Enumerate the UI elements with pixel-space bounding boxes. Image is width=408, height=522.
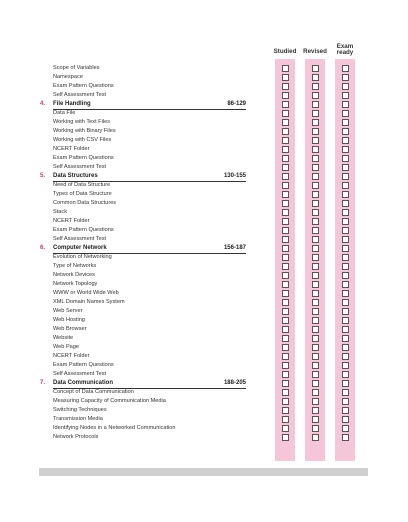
studied-checkbox[interactable]: [282, 218, 289, 225]
studied-checkbox[interactable]: [282, 245, 289, 252]
studied-checkbox[interactable]: [282, 425, 289, 432]
topic-label: Measuring Capacity of Communication Media: [53, 398, 166, 404]
studied-checkbox[interactable]: [282, 236, 289, 243]
studied-checkbox[interactable]: [282, 398, 289, 405]
revised-checkbox[interactable]: [312, 128, 319, 135]
exam-ready-checkbox[interactable]: [342, 317, 349, 324]
topic-label: Exam Pattern Questions: [53, 155, 114, 161]
studied-checkbox[interactable]: [282, 173, 289, 180]
topic-label: Web Hosting: [53, 317, 85, 323]
exam-ready-checkbox[interactable]: [342, 83, 349, 90]
studied-checkbox[interactable]: [282, 353, 289, 360]
revised-checkbox[interactable]: [312, 308, 319, 315]
revised-checkbox[interactable]: [312, 290, 319, 297]
topic-label: Working with CSV Files: [53, 137, 112, 143]
topic-label: NCERT Folder: [53, 353, 90, 359]
studied-checkbox[interactable]: [282, 119, 289, 126]
topic-label: Working with Binary Files: [53, 128, 116, 134]
exam-ready-checkbox[interactable]: [342, 407, 349, 414]
revised-checkbox[interactable]: [312, 173, 319, 180]
topic-label: Self Assessment Test: [53, 371, 107, 377]
studied-checkbox[interactable]: [282, 380, 289, 387]
exam-ready-checkbox[interactable]: [342, 389, 349, 396]
footer-bar: [39, 468, 368, 476]
exam-ready-checkbox[interactable]: [342, 272, 349, 279]
exam-ready-checkbox[interactable]: [342, 164, 349, 171]
chapter-title: File Handling: [53, 101, 91, 107]
chapter-heading: [40, 244, 246, 253]
exam-ready-checkbox[interactable]: [342, 245, 349, 252]
chapter-heading: [40, 379, 246, 388]
studied-checkbox[interactable]: [282, 209, 289, 216]
exam-ready-checkbox[interactable]: [342, 146, 349, 153]
revised-checkbox[interactable]: [312, 164, 319, 171]
chapter-title: Data Communication: [53, 380, 114, 386]
chapter-rule: [53, 109, 246, 110]
exam-ready-checkbox[interactable]: [342, 65, 349, 72]
exam-ready-checkbox[interactable]: [342, 227, 349, 234]
topic-label: Data File: [53, 110, 76, 116]
topic-label: NCERT Folder: [53, 218, 90, 224]
exam-ready-checkbox[interactable]: [342, 209, 349, 216]
topic-label: Web Browser: [53, 326, 87, 332]
studied-checkbox[interactable]: [282, 335, 289, 342]
revised-checkbox[interactable]: [312, 218, 319, 225]
exam-ready-checkbox[interactable]: [342, 254, 349, 261]
studied-checkbox[interactable]: [282, 191, 289, 198]
revised-checkbox[interactable]: [312, 326, 319, 333]
chapter-number: 5.: [40, 173, 46, 179]
exam-ready-checkbox[interactable]: [342, 155, 349, 162]
chapter-number: 6.: [40, 245, 46, 251]
studied-checkbox[interactable]: [282, 155, 289, 162]
exam-ready-checkbox[interactable]: [342, 299, 349, 306]
studied-checkbox[interactable]: [282, 290, 289, 297]
topic-label: Exam Pattern Questions: [53, 227, 114, 233]
revised-checkbox[interactable]: [312, 416, 319, 423]
exam-ready-checkbox[interactable]: [342, 398, 349, 405]
studied-checkbox[interactable]: [282, 83, 289, 90]
exam-ready-checkbox[interactable]: [342, 380, 349, 387]
exam-ready-checkbox[interactable]: [342, 308, 349, 315]
topic-label: Switching Techniques: [53, 407, 107, 413]
revised-checkbox[interactable]: [312, 263, 319, 270]
topic-label: Exam Pattern Questions: [53, 362, 114, 368]
studied-checkbox[interactable]: [282, 74, 289, 81]
chapter-title: Data Structures: [53, 173, 98, 179]
studied-checkbox[interactable]: [282, 389, 289, 396]
exam-ready-checkbox[interactable]: [342, 353, 349, 360]
chapter-pages: 130-155: [223, 173, 246, 179]
revised-checkbox[interactable]: [312, 371, 319, 378]
revised-checkbox[interactable]: [312, 254, 319, 261]
exam-ready-checkbox[interactable]: [342, 218, 349, 225]
topic-label: NCERT Folder: [53, 146, 90, 152]
revised-checkbox[interactable]: [312, 245, 319, 252]
topic-label: Network Devices: [53, 272, 95, 278]
revised-checkbox[interactable]: [312, 407, 319, 414]
chapter-title: Computer Network: [53, 245, 107, 251]
topic-label: Identifying Nodes in a Networked Communication: [53, 425, 176, 431]
chapter-number: 7.: [40, 380, 46, 386]
topic-label: Network Topology: [53, 281, 98, 287]
revised-checkbox[interactable]: [312, 209, 319, 216]
revised-checkbox[interactable]: [312, 146, 319, 153]
revised-checkbox[interactable]: [312, 344, 319, 351]
topic-label: Stack: [53, 209, 67, 215]
topic-label: Website: [53, 335, 74, 341]
studied-checkbox[interactable]: [282, 137, 289, 144]
studied-checkbox[interactable]: [282, 272, 289, 279]
studied-checkbox[interactable]: [282, 326, 289, 333]
topic-label: Common Data Structures: [53, 200, 117, 206]
studied-checkbox[interactable]: [282, 92, 289, 99]
topic-label: Namespace: [53, 74, 83, 80]
studied-checkbox[interactable]: [282, 254, 289, 261]
studied-checkbox[interactable]: [282, 200, 289, 207]
exam-ready-checkbox[interactable]: [342, 344, 349, 351]
exam-ready-checkbox[interactable]: [342, 173, 349, 180]
exam-ready-checkbox[interactable]: [342, 263, 349, 270]
exam-ready-checkbox[interactable]: [342, 110, 349, 117]
topic-label: Evolution of Networking: [53, 254, 112, 260]
studied-checkbox[interactable]: [282, 182, 289, 189]
studied-checkbox[interactable]: [282, 317, 289, 324]
revised-checkbox[interactable]: [312, 155, 319, 162]
revised-checkbox[interactable]: [312, 380, 319, 387]
studied-checkbox[interactable]: [282, 164, 289, 171]
revised-checkbox[interactable]: [312, 362, 319, 369]
revised-checkbox[interactable]: [312, 74, 319, 81]
revised-checkbox[interactable]: [312, 281, 319, 288]
exam-ready-checkbox[interactable]: [342, 281, 349, 288]
revised-checkbox[interactable]: [312, 200, 319, 207]
revised-header: Revised: [303, 48, 327, 55]
revised-checkbox[interactable]: [312, 299, 319, 306]
exam-ready-checkbox[interactable]: [342, 191, 349, 198]
revised-checkbox[interactable]: [312, 398, 319, 405]
revised-checkbox[interactable]: [312, 182, 319, 189]
revised-checkbox[interactable]: [312, 83, 319, 90]
exam-ready-checkbox[interactable]: [342, 416, 349, 423]
studied-checkbox[interactable]: [282, 110, 289, 117]
studied-checkbox[interactable]: [282, 281, 289, 288]
topic-label: WWW or World Wide Web: [53, 290, 119, 296]
revised-checkbox[interactable]: [312, 137, 319, 144]
revised-checkbox[interactable]: [312, 110, 319, 117]
studied-checkbox[interactable]: [282, 263, 289, 270]
studied-checkbox[interactable]: [282, 146, 289, 153]
revised-checkbox[interactable]: [312, 236, 319, 243]
topic-label: Self Assessment Test: [53, 236, 107, 242]
topic-label: Types of Data Structure: [53, 191, 112, 197]
revised-checkbox[interactable]: [312, 65, 319, 72]
topic-label: Self Assessment Test: [53, 164, 107, 170]
exam-ready-checkbox[interactable]: [342, 326, 349, 333]
studied-checkbox[interactable]: [282, 65, 289, 72]
studied-checkbox[interactable]: [282, 227, 289, 234]
revised-checkbox[interactable]: [312, 353, 319, 360]
topic-label: Self Assessment Test: [53, 92, 107, 98]
revised-checkbox[interactable]: [312, 335, 319, 342]
studied-checkbox[interactable]: [282, 416, 289, 423]
studied-checkbox[interactable]: [282, 344, 289, 351]
studied-checkbox[interactable]: [282, 362, 289, 369]
studied-checkbox[interactable]: [282, 308, 289, 315]
chapter-pages: 188-205: [223, 380, 246, 386]
exam-ready-checkbox[interactable]: [342, 182, 349, 189]
topic-label: Web Server: [53, 308, 83, 314]
studied-checkbox[interactable]: [282, 101, 289, 108]
revised-checkbox[interactable]: [312, 389, 319, 396]
topic-label: XML Domain Names System: [53, 299, 125, 305]
topic-label: Concept of Data Communication: [53, 389, 134, 395]
revised-checkbox[interactable]: [312, 425, 319, 432]
topic-label: Scope of Variables: [53, 65, 100, 71]
exam-ready-checkbox[interactable]: [342, 335, 349, 342]
exam-ready-checkbox[interactable]: [342, 236, 349, 243]
exam-ready-checkbox[interactable]: [342, 119, 349, 126]
revised-checkbox[interactable]: [312, 227, 319, 234]
studied-checkbox[interactable]: [282, 434, 289, 441]
exam-ready-checkbox[interactable]: [342, 371, 349, 378]
studied-checkbox[interactable]: [282, 299, 289, 306]
exam-ready-header: Exam ready: [336, 43, 354, 56]
exam-ready-checkbox[interactable]: [342, 362, 349, 369]
topic-label: Web Page: [53, 344, 80, 350]
topic-label: Exam Pattern Questions: [53, 83, 114, 89]
studied-checkbox[interactable]: [282, 128, 289, 135]
chapter-heading: [40, 100, 246, 109]
chapter-pages: 156-187: [223, 245, 246, 251]
topic-label: Type of Networks: [53, 263, 97, 269]
revised-checkbox[interactable]: [312, 101, 319, 108]
topic-label: Need of Data Structure: [53, 182, 111, 188]
exam-ready-checkbox[interactable]: [342, 425, 349, 432]
revised-checkbox[interactable]: [312, 317, 319, 324]
topic-label: Transmission Media: [53, 416, 103, 422]
exam-ready-checkbox[interactable]: [342, 101, 349, 108]
exam-ready-checkbox[interactable]: [342, 200, 349, 207]
studied-checkbox[interactable]: [282, 407, 289, 414]
chapter-heading: [40, 172, 246, 181]
studied-header: Studied: [273, 48, 297, 55]
revised-checkbox[interactable]: [312, 434, 319, 441]
exam-ready-checkbox[interactable]: [342, 92, 349, 99]
topic-label: Network Protocols: [53, 434, 99, 440]
studied-checkbox[interactable]: [282, 371, 289, 378]
exam-ready-checkbox[interactable]: [342, 434, 349, 441]
chapter-pages: 86-129: [227, 101, 246, 107]
revised-checkbox[interactable]: [312, 92, 319, 99]
exam-ready-checkbox[interactable]: [342, 137, 349, 144]
exam-ready-checkbox[interactable]: [342, 74, 349, 81]
revised-checkbox[interactable]: [312, 191, 319, 198]
exam-ready-checkbox[interactable]: [342, 128, 349, 135]
revised-checkbox[interactable]: [312, 119, 319, 126]
exam-ready-checkbox[interactable]: [342, 290, 349, 297]
revised-checkbox[interactable]: [312, 272, 319, 279]
chapter-number: 4.: [40, 101, 46, 107]
topic-label: Working with Text Files: [53, 119, 110, 125]
